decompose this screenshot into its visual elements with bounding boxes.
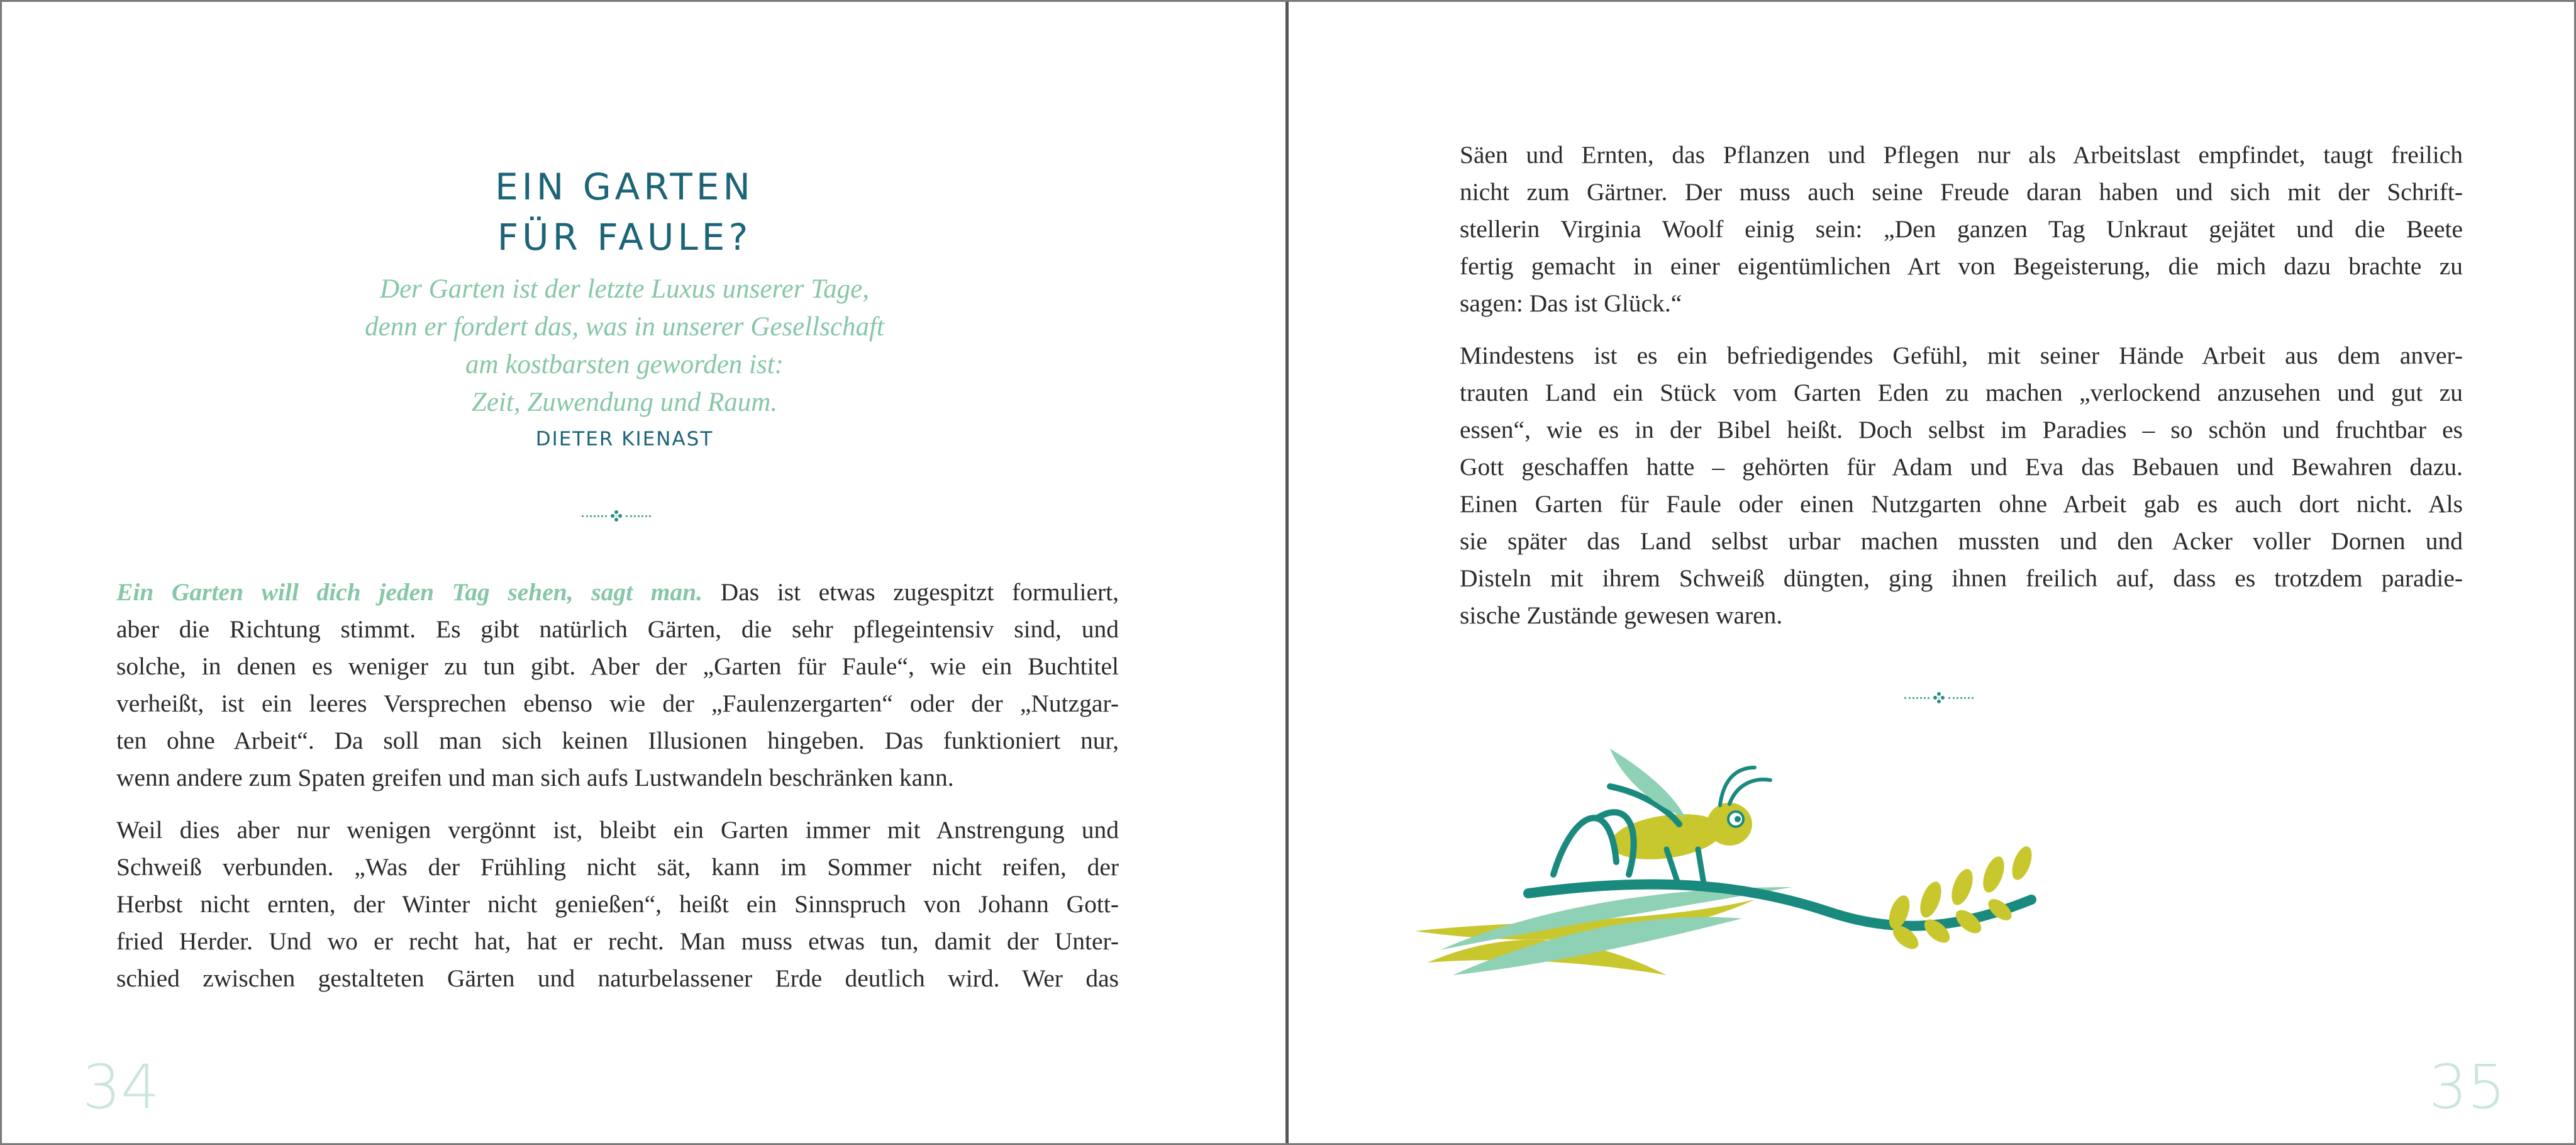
text-line: Herbst nicht ernten, der Winter nicht genießen“, heißt ein Sinnspruch von Johann Gott- (116, 890, 1119, 918)
lead-sentence: Ein Garten will dich jeden Tag sehen, sagt man. (116, 578, 703, 606)
quote-line: denn er fordert das, was in unserer Gesellschaft (365, 312, 884, 342)
text-line: Weil dies aber nur wenigen vergönnt ist, bleibt ein Garten immer mit Anstrengung und (116, 816, 1119, 844)
text-line: Schweiß verbunden. „Was der Frühling nicht sät, kann im Sommer nicht reifen, der (116, 853, 1119, 881)
text-line: sie später das Land selbst urbar machen mussten und den Acker voller Dornen und (1460, 527, 2463, 555)
flower-ornament-icon (609, 509, 623, 523)
grasshopper-icon (1553, 749, 1770, 887)
quote-line: am kostbarsten geworden ist: (465, 350, 784, 379)
text-line: Gott geschaffen hatte – gehörten für Adam und Eva das Bebauen und Bewahren dazu. (1460, 453, 2463, 481)
wheat-ear-icon (1885, 844, 2036, 953)
text-line: ten ohne Arbeit“. Da soll man sich keinen Illusionen hingeben. Das funktioniert nur, (116, 727, 1119, 754)
chapter-title-line2: FÜR FAULE? (497, 215, 752, 259)
text-line: Säen und Ernten, das Pflanzen und Pflegen nur als Arbeitslast empfindet, taugt freilich (1460, 141, 2463, 169)
chapter-title (115, 162, 1134, 262)
text-line: nicht zum Gärtner. Der muss auch seine Freude daran haben und sich mit der Schrift- (1460, 178, 2463, 206)
text-line: verheißt, ist ein leeres Versprechen ebenso wie der „Faulenzergarten“ oder der „Nutzgar- (116, 690, 1119, 717)
text-line: sische Zustände gewesen waren. (1460, 601, 1783, 629)
book-gutter (1285, 0, 1289, 1145)
text-line: essen“, wie es in der Bibel heißt. Doch selbst im Paradies – so schön und fruchtbar es (1460, 416, 2463, 444)
chapter-title-line1: EIN GARTEN (495, 165, 754, 208)
ornament-divider (582, 508, 651, 523)
right-page (1288, 0, 2576, 1145)
text-line: trauten Land ein Stück vom Garten Eden zu machen „verlockend anzusehen und gut zu (1460, 379, 2463, 406)
paragraph (116, 812, 1119, 997)
paragraph (1460, 337, 2463, 634)
lead-continuation: Das ist etwas zugespitzt formuliert, (702, 578, 1119, 606)
text-line: wenn andere zum Spaten greifen und man sich aufs Lustwandeln beschränken kann. (116, 764, 954, 791)
text-line: Einen Garten für Faule oder einen Nutzgarten ohne Arbeit gab es auch dort nicht. Als (1460, 490, 2463, 518)
text-line: sagen: Das ist Glück.“ (1460, 289, 1682, 317)
grasshopper-illustration (1402, 698, 2082, 1025)
text-line: aber die Richtung stimmt. Es gibt natürlich Gärten, die sehr pflegeintensiv sind, und (116, 615, 1119, 643)
right-body-text (1460, 137, 2463, 649)
text-line: stellerin Virginia Woolf einig sein: „Den ganzen Tag Unkraut gejätet und die Beete (1460, 215, 2463, 243)
text-line: schied zwischen gestalteten Gärten und naturbelassener Erde deutlich wird. Wer das (116, 964, 1119, 992)
text-line: fertig gemacht in einer eigentümlichen Art von Begeisterung, die mich dazu brachte zu (1460, 252, 2463, 280)
text-line (116, 574, 1119, 611)
quote-author: DIETER KIENAST (535, 428, 714, 450)
text-line: Disteln mit ihrem Schweiß düngten, ging ihnen freilich auf, dass es trotzdem paradie- (1460, 564, 2463, 592)
page-number-left: 34 (82, 1052, 160, 1122)
left-body-text (116, 574, 1119, 1012)
paragraph (116, 574, 1119, 796)
quote-line: Zeit, Zuwendung und Raum. (471, 388, 778, 417)
epigraph-quote (115, 271, 1134, 422)
text-line: Mindestens ist es ein befriedigendes Gefühl, mit seiner Hände Arbeit aus dem anver- (1460, 342, 2463, 369)
paragraph (1460, 137, 2463, 322)
text-line: solche, in denen es weniger zu tun gibt. Aber der „Garten für Faule“, wie ein Buchtitel (116, 652, 1119, 680)
page-number-right: 35 (2429, 1052, 2506, 1122)
text-line: fried Herder. Und wo er recht hat, hat er recht. Man muss etwas tun, damit der Unter- (116, 927, 1119, 955)
quote-line: Der Garten ist der letzte Luxus unserer Tage, (380, 274, 869, 304)
